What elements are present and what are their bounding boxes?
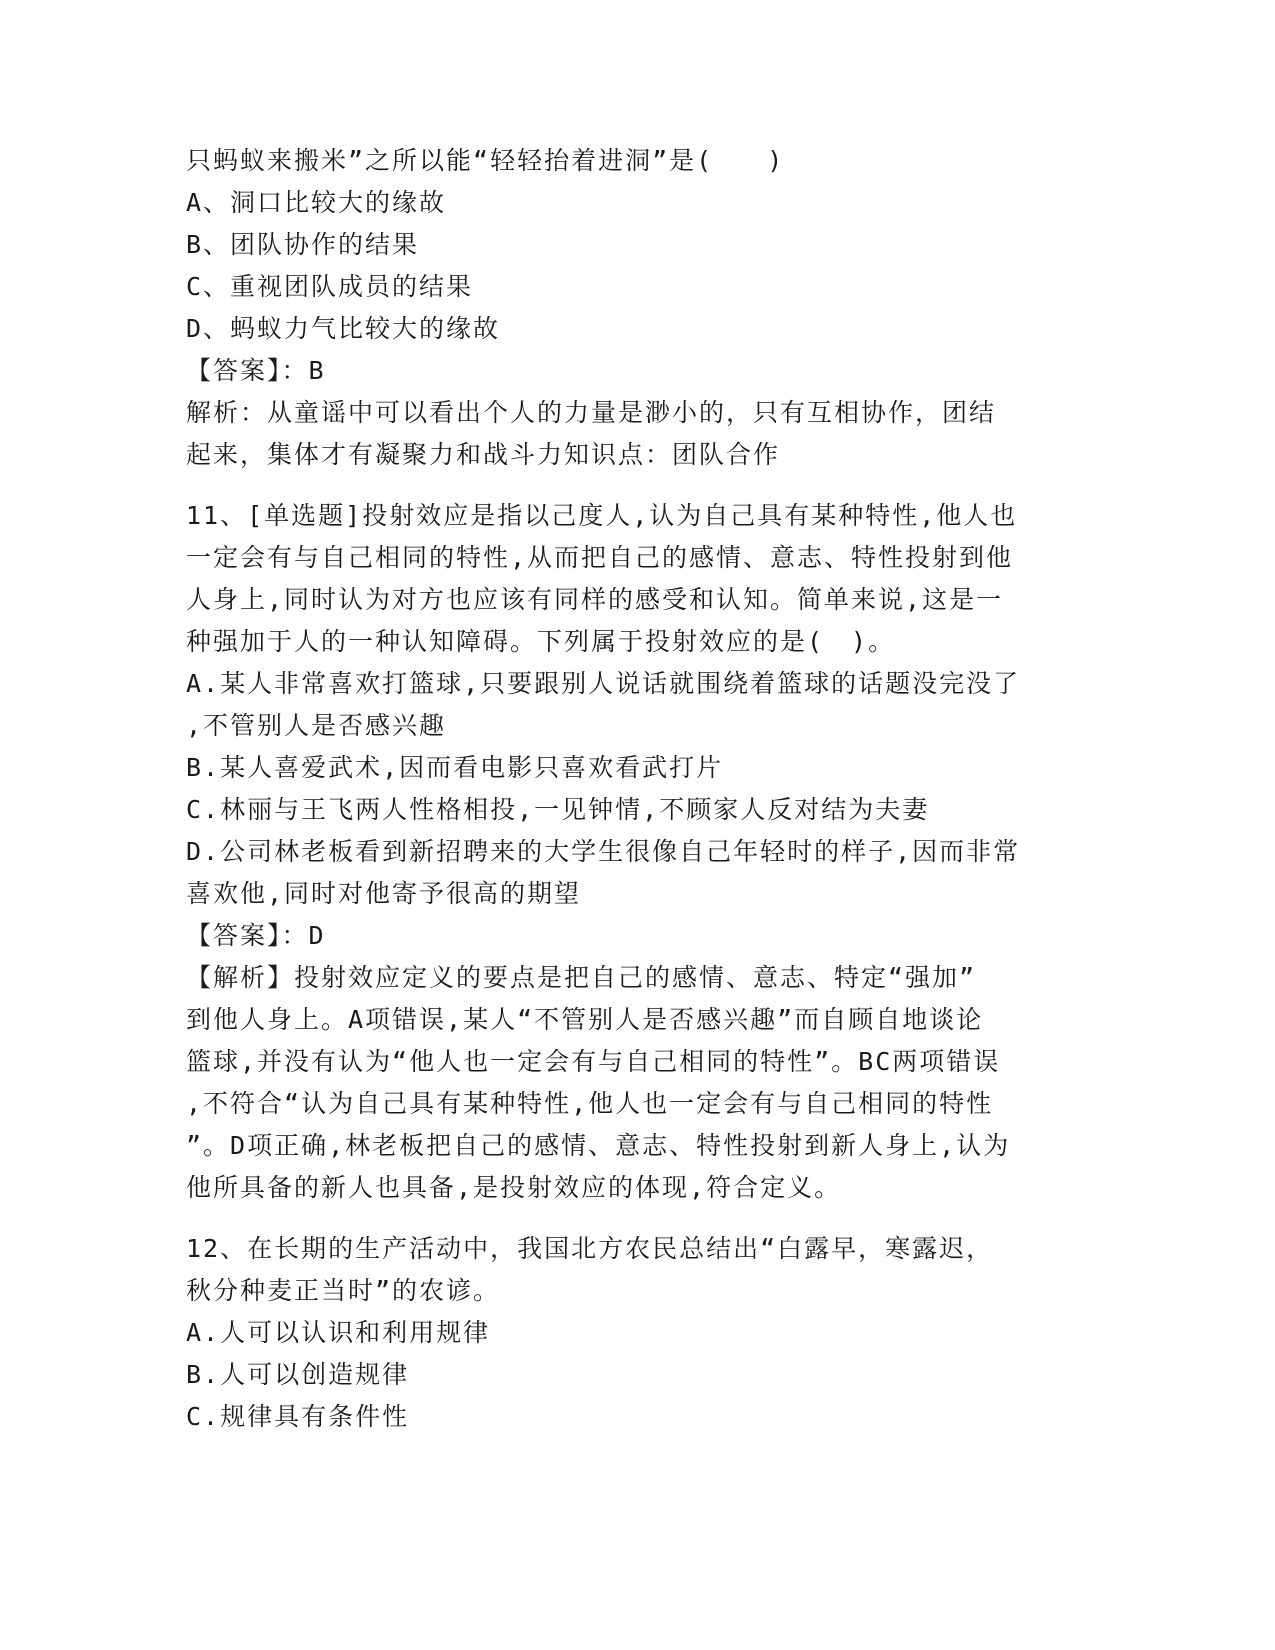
question-11-stem-line: 种强加于人的一种认知障碍。下列属于投射效应的是( )。 <box>186 627 896 656</box>
question-11-option-b: B.某人喜爱武术,因而看电影只喜欢看武打片 <box>186 753 724 782</box>
question-10-stem: 只蚂蚁来搬米”之所以能“轻轻抬着进洞”是( ) <box>186 146 785 175</box>
question-10-option-d: D、蚂蚁力气比较大的缘故 <box>186 314 501 343</box>
question-10-option-b: B、团队协作的结果 <box>186 230 420 259</box>
question-10-option-a: A、洞口比较大的缘故 <box>186 188 447 217</box>
question-11-stem-line: 一定会有与自己相同的特性,从而把自己的感情、意志、特性投射到他 <box>186 543 1014 572</box>
question-11-analysis-line: ”。D项正确,林老板把自己的感情、意志、特性投射到新人身上,认为 <box>186 1131 1011 1160</box>
question-12-block <box>186 1228 1066 1438</box>
question-11-analysis-line: 【解析】投射效应定义的要点是把自己的感情、意志、特定“强加” <box>186 963 977 992</box>
question-10-answer: 【答案】：B <box>186 356 326 385</box>
question-11-analysis-line: 到他人身上。A项错误,某人“不管别人是否感兴趣”而自顾自地谈论 <box>186 1005 984 1034</box>
question-11-stem-line: 11、[单选题]投射效应是指以己度人,认为自己具有某种特性,他人也 <box>186 501 1018 530</box>
question-12-option-b: B.人可以创造规律 <box>186 1360 410 1389</box>
question-12-stem-line: 12、在长期的生产活动中，我国北方农民总结出“白露早，寒露迟， <box>186 1234 994 1263</box>
question-12-option-c: C.规律具有条件性 <box>186 1402 410 1431</box>
question-11-option-c: C.林丽与王飞两人性格相投,一见钟情,不顾家人反对结为夫妻 <box>186 795 930 824</box>
document-page <box>186 140 1066 1438</box>
question-10-option-c: C、重视团队成员的结果 <box>186 272 474 301</box>
question-11-stem-line: 人身上,同时认为对方也应该有同样的感受和认知。简单来说,这是一 <box>186 585 1004 614</box>
question-11-analysis-line: ,不符合“认为自己具有某种特性,他人也一定会有与自己相同的特性 <box>186 1089 994 1118</box>
question-11-block <box>186 495 1066 1209</box>
question-11-option-d-cont: 喜欢他,同时对他寄予很高的期望 <box>186 879 582 908</box>
question-11-option-a: A.某人非常喜欢打篮球,只要跟别人说话就围绕着篮球的话题没完没了 <box>186 669 1021 698</box>
spacer <box>186 1209 1066 1228</box>
spacer <box>186 476 1066 495</box>
question-12-option-a: A.人可以认识和利用规律 <box>186 1318 491 1347</box>
question-10-analysis-line: 解析：从童谣中可以看出个人的力量是渺小的，只有互相协作，团结 <box>186 398 997 427</box>
question-12-stem-line: 秋分种麦正当时”的农谚。 <box>186 1276 501 1305</box>
question-11-analysis-line: 他所具备的新人也具备,是投射效应的体现,符合定义。 <box>186 1173 842 1202</box>
question-11-option-a-cont: ,不管别人是否感兴趣 <box>186 711 447 740</box>
question-11-analysis-line: 篮球,并没有认为“他人也一定会有与自己相同的特性”。BC两项错误 <box>186 1047 1001 1076</box>
question-11-answer: 【答案】：D <box>186 921 326 950</box>
question-10-analysis-line: 起来，集体才有凝聚力和战斗力知识点：团队合作 <box>186 440 781 469</box>
question-10-block <box>186 140 1066 476</box>
question-11-option-d: D.公司林老板看到新招聘来的大学生很像自己年轻时的样子,因而非常 <box>186 837 1021 866</box>
